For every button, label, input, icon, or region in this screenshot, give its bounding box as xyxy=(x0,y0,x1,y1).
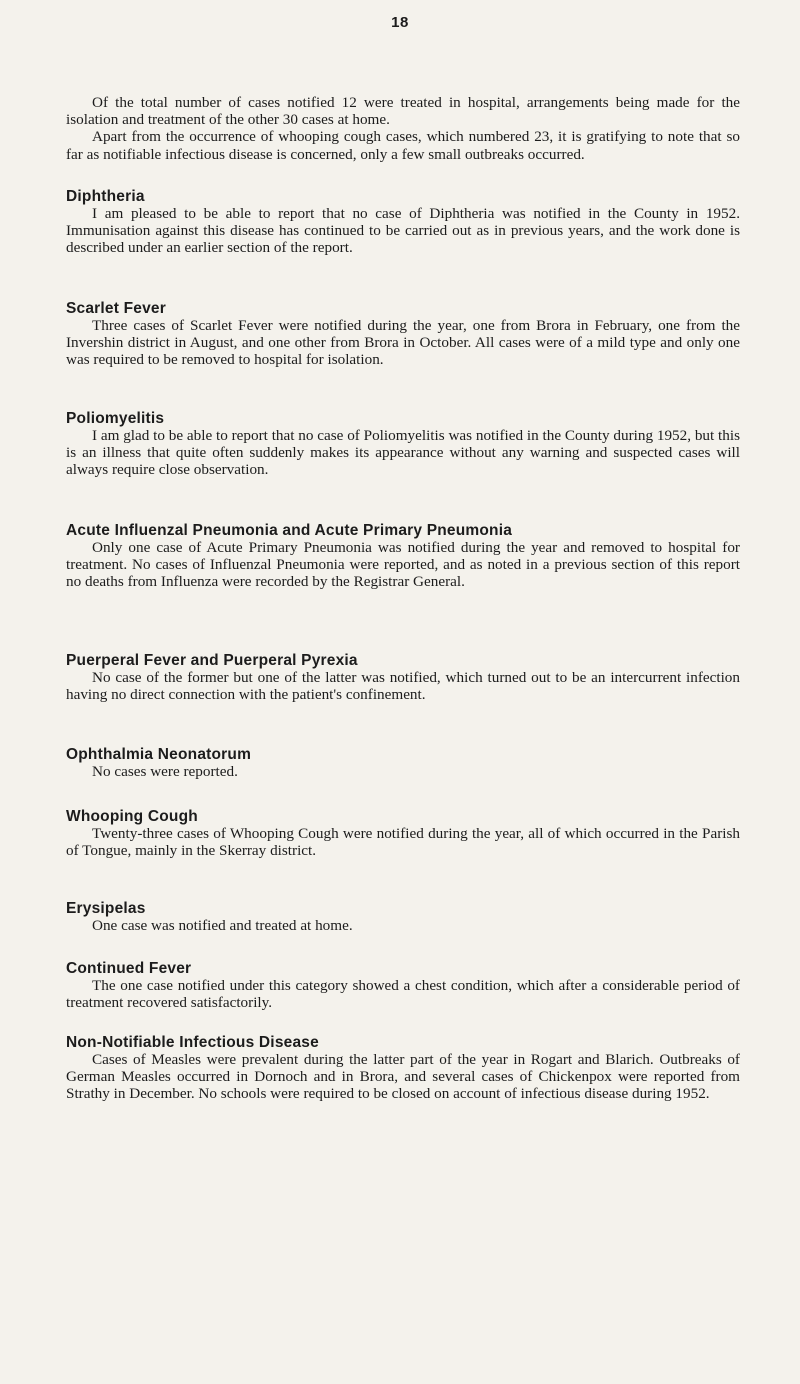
section-heading: Erysipelas xyxy=(66,900,146,917)
section-heading: Puerperal Fever and Puerperal Pyrexia xyxy=(66,652,358,669)
section-diphtheria xyxy=(66,188,740,257)
section-body: Only one case of Acute Primary Pneumonia was notified during the year and removed to hospital for treatment. No cases of Influenzal Pneumonia were reported, and as noted in a previous section of this report no deaths from Influenza were recorded by the Registrar General. xyxy=(66,539,740,591)
intro-section xyxy=(66,94,740,163)
section-non-notifiable-disease xyxy=(66,1034,740,1103)
section-heading: Diphtheria xyxy=(66,188,145,205)
section-heading: Ophthalmia Neonatorum xyxy=(66,746,252,763)
section-body: I am pleased to be able to report that no case of Diphtheria was notified in the County in 1952. Immunisation against this disease has continued to be carried out as in previous years, and the work done is described under an earlier section of the report. xyxy=(66,205,740,257)
section-body: One case was notified and treated at home. xyxy=(92,917,353,934)
section-heading: Non-Notifiable Infectious Disease xyxy=(66,1034,319,1051)
section-heading: Scarlet Fever xyxy=(66,300,166,317)
section-erysipelas xyxy=(66,900,740,934)
section-heading: Continued Fever xyxy=(66,960,192,977)
section-continued-fever xyxy=(66,960,740,1011)
section-poliomyelitis xyxy=(66,410,740,479)
intro-paragraph-1: Of the total number of cases notified 12 were treated in hospital, arrangements being made for the isolation and treatment of the other 30 cases at home. xyxy=(66,94,740,129)
section-scarlet-fever xyxy=(66,300,740,369)
section-body: Three cases of Scarlet Fever were notified during the year, one from Brora in February, one from the Invershin district in August, and one other from Brora in October. All cases were of a mild type and only one was required to be removed to hospital for isolation. xyxy=(66,317,740,369)
section-heading: Whooping Cough xyxy=(66,808,198,825)
section-acute-pneumonia xyxy=(66,522,740,591)
page-number: 18 xyxy=(391,14,409,31)
section-heading: Acute Influenzal Pneumonia and Acute Primary Pneumonia xyxy=(66,522,513,539)
section-heading: Poliomyelitis xyxy=(66,410,165,427)
section-body: No cases were reported. xyxy=(92,763,238,780)
section-whooping-cough xyxy=(66,808,740,859)
section-body: The one case notified under this category showed a chest condition, which after a considerable period of treatment recovered satisfactorily. xyxy=(66,977,740,1012)
section-puerperal-fever xyxy=(66,652,740,703)
section-body: Cases of Measles were prevalent during the latter part of the year in Rogart and Blarich. Outbreaks of German Measles occurred in Dornoch and in Brora, and several cases of Chickenpox were reported from Strathy in December. No schools were required to be closed on account of infectious disease during 1952. xyxy=(66,1051,740,1103)
section-body: Twenty-three cases of Whooping Cough were notified during the year, all of which occurred in the Parish of Tongue, mainly in the Skerray district. xyxy=(66,825,740,860)
intro-paragraph-2: Apart from the occurrence of whooping cough cases, which numbered 23, it is gratifying to note that so far as notifiable infectious disease is concerned, only a few small outbreaks occurred. xyxy=(66,128,740,163)
section-body: I am glad to be able to report that no case of Poliomyelitis was notified in the County during 1952, but this is an illness that quite often suddenly makes its appearance without any warning and suspected cases will always require close observation. xyxy=(66,427,740,479)
section-body: No case of the former but one of the latter was notified, which turned out to be an intercurrent infection having no direct connection with the patient's confinement. xyxy=(66,669,740,704)
section-ophthalmia-neonatorum xyxy=(66,746,740,780)
